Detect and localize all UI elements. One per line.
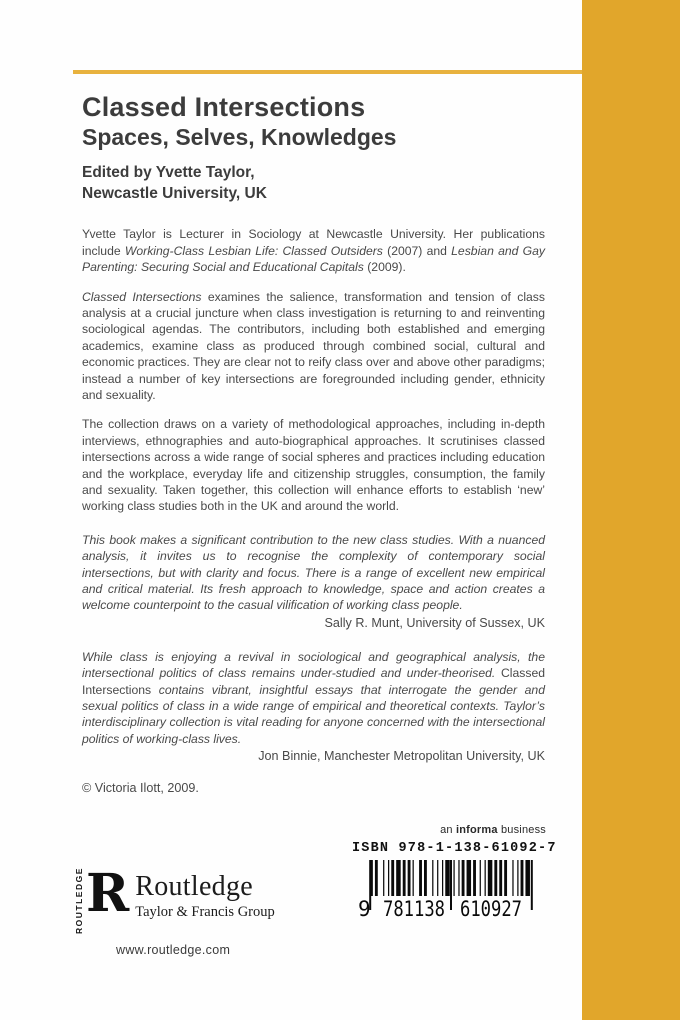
routledge-r-icon: R: [86, 863, 130, 924]
barcode-digit-group-2: 781138: [383, 897, 445, 921]
informa-business-line: [440, 824, 546, 836]
review-quote-1: [82, 532, 545, 632]
gold-side-band: [582, 0, 680, 1020]
editor-line-1: Edited by Yvette Taylor,: [82, 164, 255, 182]
review-quote-2: [82, 649, 545, 765]
publisher-name: Routledge: [135, 871, 254, 902]
barcode: [356, 860, 548, 922]
book-subtitle: Spaces, Selves, Knowledges: [82, 124, 397, 151]
gold-horizontal-rule: [73, 70, 582, 74]
barcode-digit-group-1: 9: [358, 897, 371, 921]
publisher-group: Taylor & Francis Group: [135, 904, 275, 920]
review-quote-2-body: While class is enjoying a revival in sociological and geographical analysis, the intersectional politics of class remains under-studied and under-theorised. Classed Intersections contains vibrant, insightful essays that interrogate the gender and sexual politics of class in a wide range of empirical and theoretical contexts. Taylor’s interdisciplinary collection is vital reading for anyone concerned with the intersectional politics of working-class lives.: [82, 649, 546, 746]
informa-brand: informa: [455, 824, 498, 836]
isbn-label: ISBN 978-1-138-61092-7: [352, 841, 557, 856]
barcode-digit-group-3: 610927: [460, 897, 522, 921]
informa-suffix: business: [497, 824, 546, 836]
page-title: Classed Intersections: [82, 92, 366, 122]
description-paragraph-1: Classed Intersections examines the salience, transformation and tension of class analysis at a crucial juncture when class investigation is returning to and reinventing sociological agendas. The contributors, including both established and emerging academics, examine class as produced through combined social, cultural and economic practices. They are clear not to reify class over and above other paradigms; instead a number of key intersections are foregrounded including gender, ethnicity and sexuality.: [82, 289, 545, 402]
author-bio-paragraph: Yvette Taylor is Lecturer in Sociology at Newcastle University. Her publications include Working-Class Lesbian Life: Classed Outsiders (2007) and Lesbian and Gay Parenting: Securing Social and Educational Capitals (2009).: [82, 227, 545, 275]
routledge-logo-block: [74, 863, 284, 957]
review-quote-1-body: This book makes a significant contribution to the new class studies. With a nuanced analysis, it invites us to recognise the complexity of contemporary social intersections, but with clarity and focus. There is a range of excellent new empirical and critical material. Its fresh approach to knowledge, space and action creates a welcome counterpoint to the casual vilification of working class people.: [82, 532, 545, 613]
publisher-wordmark: [135, 870, 275, 921]
cover-content: [82, 92, 545, 808]
routledge-logo-row: [74, 863, 284, 934]
barcode-image: [356, 860, 548, 922]
description-paragraph-2: The collection draws on a variety of methodological approaches, including in-depth interviews, ethnographies and auto-biographical approaches. It scrutinises classed intersections across a wide range of social spheres and practices including education and the workplace, everyday life and citizenship struggles, consumption, the family and sexuality. Taken together, this collection will enhance efforts to establish ‘new’ working class studies both in the UK and around the world.: [82, 417, 545, 514]
editor-line-2: Newcastle University, UK: [82, 185, 267, 203]
informa-prefix: an: [440, 824, 456, 836]
copyright-line: © Victoria Ilott, 2009.: [82, 781, 199, 796]
publisher-website: www.routledge.com: [116, 943, 231, 957]
review-quote-1-attribution: Sally R. Munt, University of Sussex, UK: [324, 615, 545, 630]
routledge-vertical-wordmark: ROUTLEDGE: [74, 867, 84, 934]
editor-credit: [82, 163, 545, 205]
review-quote-2-attribution: Jon Binnie, Manchester Metropolitan University, UK: [258, 749, 545, 764]
